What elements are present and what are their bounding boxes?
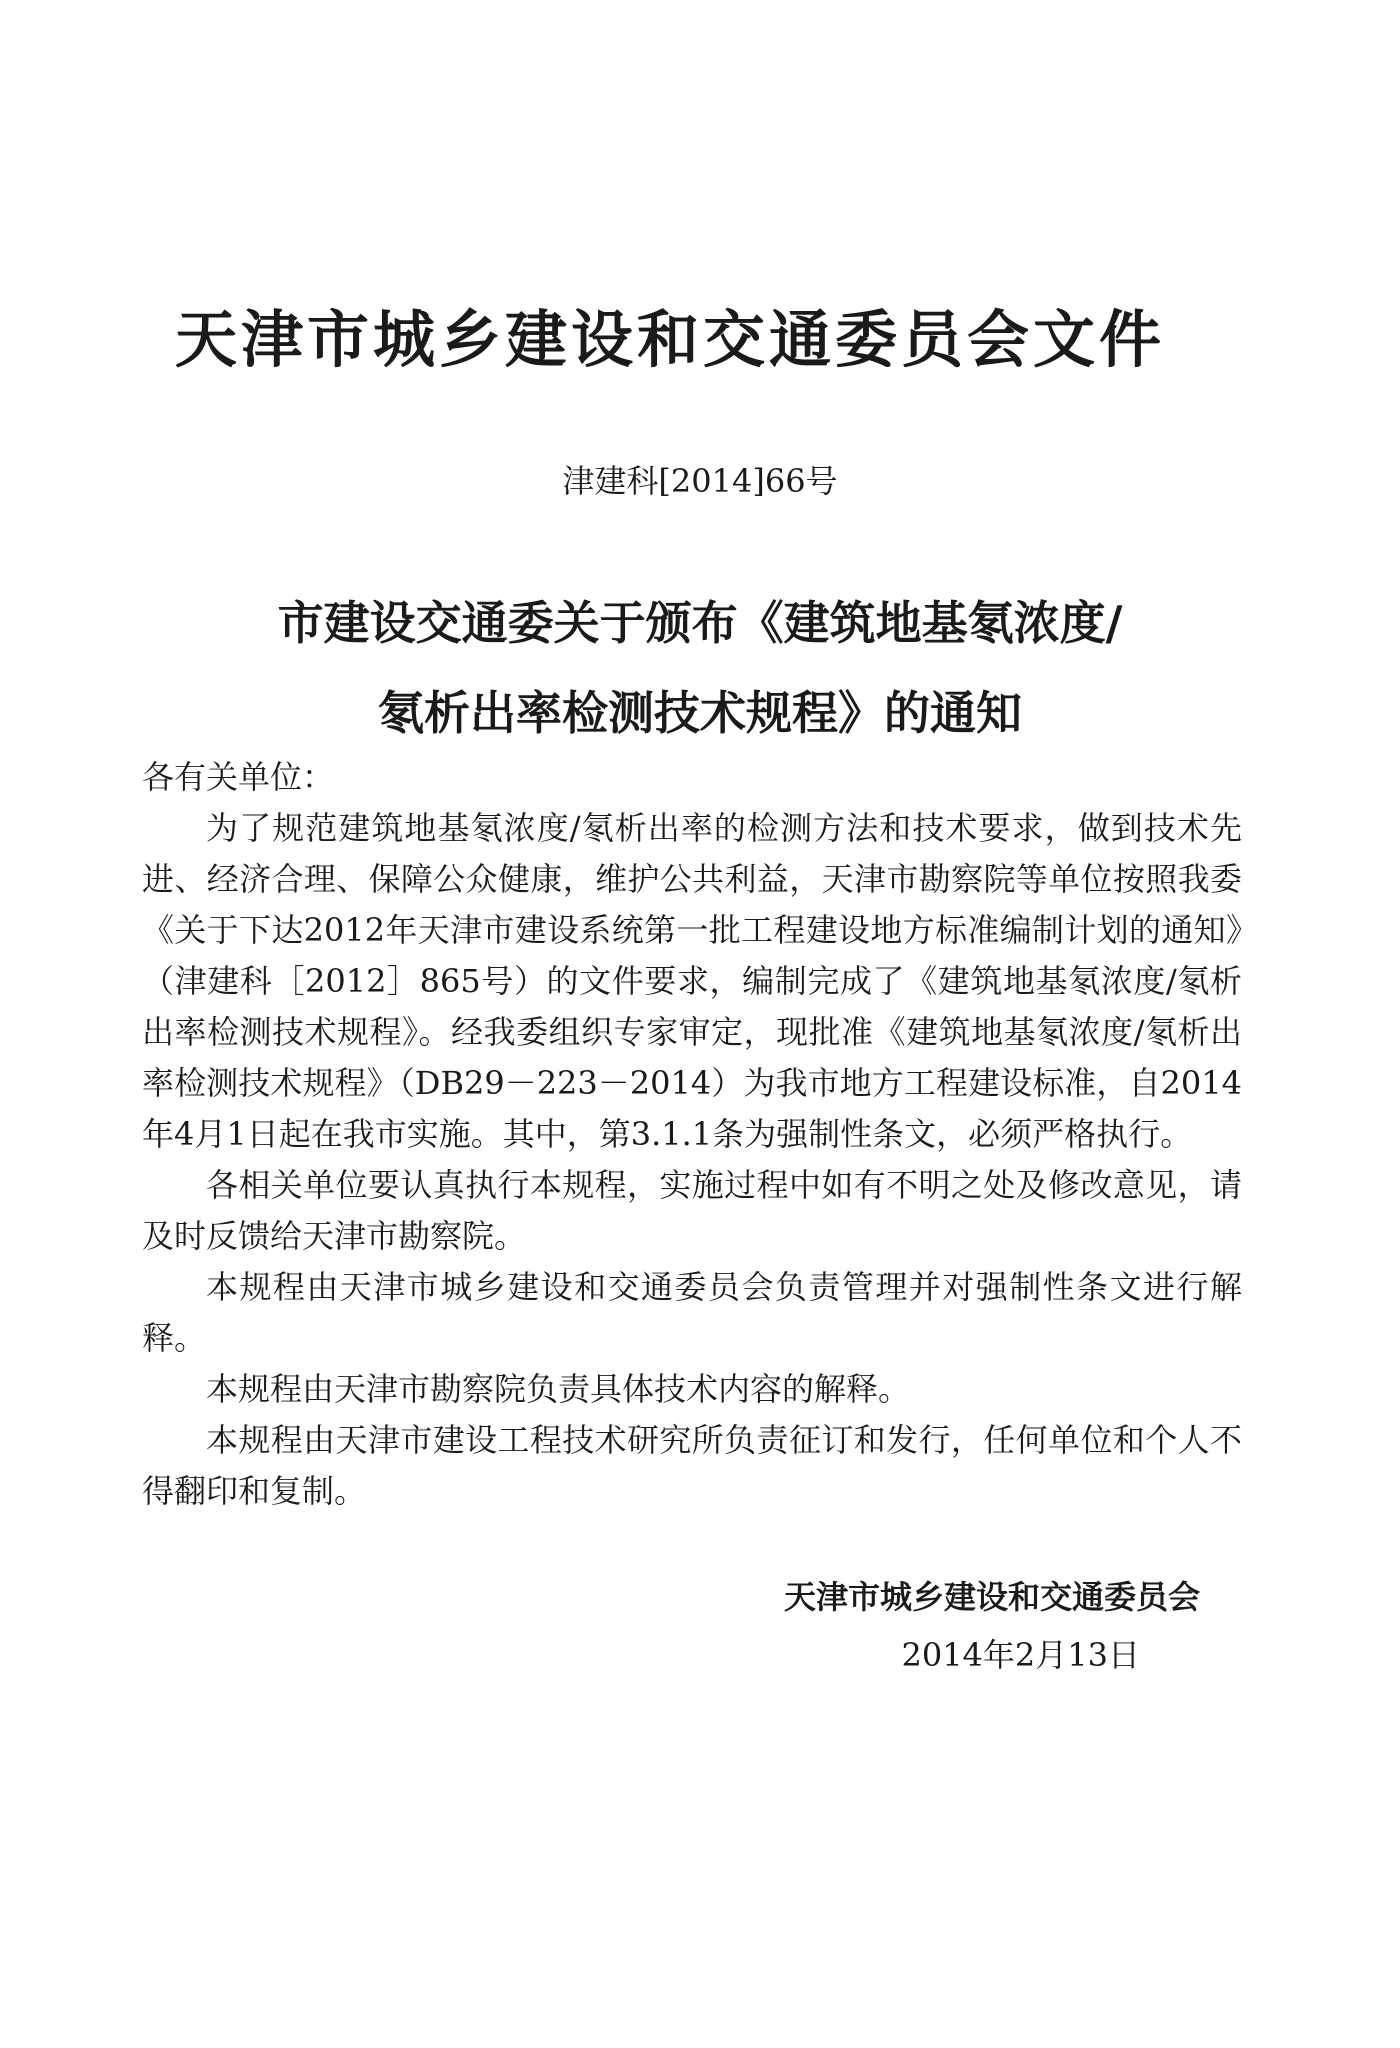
notice-title-line-2: 氡析出率检测技术规程》的通知 bbox=[378, 686, 1022, 740]
body-paragraph: 为了规范建筑地基氡浓度/氡析出率的检测方法和技术要求，做到技术先进、经济合理、保障公众健康，维护公共利益，天津市勘察院等单位按照我委《关于下达2012年天津市建设系统第一批工程建设地方标准编制计划的通知》（津建科［2012］865号）的文件要求，编制完成了《建筑地基氡浓度/氡析出率检测技术规程》。经我委组织专家审定，现批准《建筑地基氡浓度/氡析出率检测技术规程》（DB29－223－2014）为我市地方工程建设标准，自2014年4月1日起在我市实施。其中，第3.1.1条为强制性条文，必须严格执行。 bbox=[142, 809, 1242, 1153]
notice-body bbox=[142, 752, 1242, 1517]
signature-organization: 天津市城乡建设和交通委员会 bbox=[783, 1578, 1200, 1616]
signature-date: 2014年2月13日 bbox=[901, 1636, 1140, 1674]
document-header-title: 天津市城乡建设和交通委员会文件 bbox=[174, 303, 1165, 376]
body-paragraph: 各相关单位要认真执行本规程，实施过程中如有不明之处及修改意见，请及时反馈给天津市勘察院。 bbox=[142, 1166, 1242, 1255]
body-paragraph: 本规程由天津市建设工程技术研究所负责征订和发行，任何单位和个人不得翻印和复制。 bbox=[142, 1421, 1242, 1510]
salutation: 各有关单位： bbox=[142, 758, 335, 796]
notice-title-line-1: 市建设交通委关于颁布《建筑地基氡浓度/ bbox=[277, 596, 1123, 650]
body-paragraph: 本规程由天津市勘察院负责具体技术内容的解释。 bbox=[206, 1370, 911, 1408]
signature-block bbox=[640, 1568, 1240, 1684]
document-number: 津建科[2014]66号 bbox=[562, 462, 838, 500]
body-paragraph: 本规程由天津市城乡建设和交通委员会负责管理并对强制性条文进行解释。 bbox=[142, 1268, 1242, 1357]
notice-title bbox=[150, 578, 1250, 758]
